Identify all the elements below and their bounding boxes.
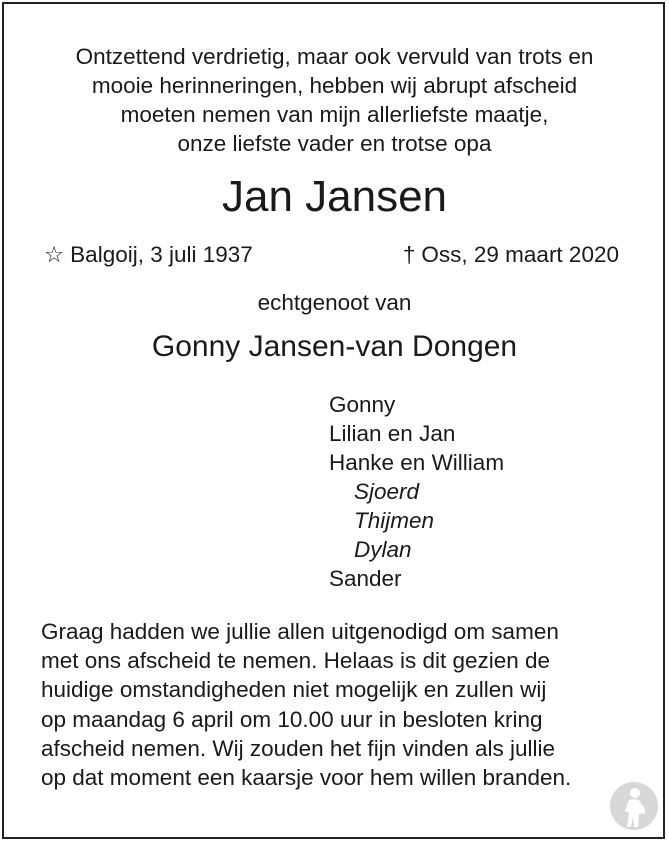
closing-line: op maandag 6 april om 10.00 uur in besloten kring xyxy=(41,706,543,732)
intro-line: mooie herinneringen, hebben wij abrupt afscheid xyxy=(91,73,578,98)
family-member: Hanke en William xyxy=(329,450,505,475)
family-member: Sander xyxy=(329,566,402,591)
closing-line: afscheid nemen. Wij zouden het fijn vinden als jullie xyxy=(41,735,556,761)
grandchild: Dylan xyxy=(354,537,412,562)
spouse-name: Gonny Jansen-van Dongen xyxy=(151,330,518,363)
grandchild: Thijmen xyxy=(354,508,435,533)
deceased-name: Jan Jansen xyxy=(221,172,448,221)
death-date: Oss, 29 maart 2020 xyxy=(421,242,619,267)
closing-line: Graag hadden we jullie allen uitgenodigd om samen xyxy=(41,619,559,644)
closing-line: op dat moment een kaarsje voor hem willen branden. xyxy=(41,765,572,791)
intro-text xyxy=(0,42,669,158)
family-member: Gonny xyxy=(329,392,396,417)
grandchild: Sjoerd xyxy=(354,479,420,504)
star-icon: ☆ xyxy=(44,242,65,267)
family-list xyxy=(329,390,504,593)
family-member: Lilian en Jan xyxy=(329,421,456,446)
closing-line: huidige omstandigheden niet mogelijk en zullen wij xyxy=(41,677,547,703)
closing-line: met ons afscheid te nemen. Helaas is dit gezien de xyxy=(41,648,551,674)
intro-line: moeten nemen van mijn allerliefste maatje, xyxy=(120,102,549,127)
spouse-intro: echtgenoot van xyxy=(257,290,412,315)
memorial-figure-logo-icon xyxy=(609,780,659,832)
cross-icon: † xyxy=(402,242,416,267)
intro-line: onze liefste vader en trotse opa xyxy=(177,131,492,156)
death-info xyxy=(403,240,619,270)
birth-date: Balgoij, 3 juli 1937 xyxy=(70,242,253,267)
intro-line: Ontzettend verdrietig, maar ook vervuld van trots en xyxy=(75,44,594,69)
closing-text xyxy=(41,617,571,792)
birth-info xyxy=(44,240,253,270)
